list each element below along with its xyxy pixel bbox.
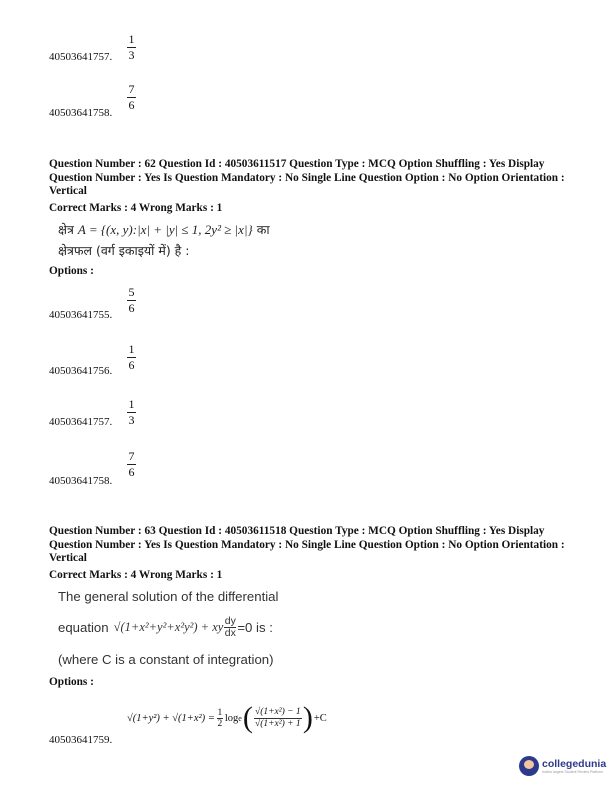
fraction: 7 6 — [128, 449, 135, 479]
fraction: 1 3 — [128, 397, 135, 427]
option-id: 40503641758. — [49, 107, 113, 119]
fraction: 5 6 — [128, 285, 135, 315]
question-meta: Question Number : 63 Question Id : 40503611518 Question Type : MCQ Option Shuffling : Yes Display Question Number : Yes Is Question Mandatory : No Single Line Question Option : No Option Orientation : Vertical — [49, 525, 565, 564]
fraction: 1 3 — [128, 32, 135, 62]
fraction: √(1+x²) − 1 √(1+x²) + 1 — [255, 706, 301, 729]
option-id: 40503641757. — [49, 416, 113, 428]
question-text-line: क्षेत्र A = {(x, y):|x| + |y| ≤ 1, 2y² ≥ |x|} का — [58, 222, 270, 237]
option-id: 40503641755. — [49, 309, 113, 321]
option-formula: √(1+y²) + √(1+x²) = 1 2 log e ( √(1+x²) − 1 √(1+x²) + 1 ) +C — [127, 701, 327, 734]
fraction: dy dx — [224, 614, 236, 639]
question-meta: Question Number : 62 Question Id : 40503611517 Question Type : MCQ Option Shuffling : Yes Display Question Number : Yes Is Question Mandatory : No Single Line Question Option : No Option Orientation : Vertical — [49, 158, 565, 197]
logo-mascot-icon — [519, 756, 539, 776]
question-text-line: क्षेत्रफल (वर्ग इकाइयों में) है : — [58, 243, 190, 258]
marks-info: Correct Marks : 4 Wrong Marks : 1 — [49, 202, 223, 214]
fraction: 1 2 — [217, 707, 223, 729]
option-id: 40503641757. — [49, 51, 113, 63]
question-text-line: (where C is a constant of integration) — [58, 652, 274, 667]
collegedunia-logo: collegedunia India's largest Student Review Platform — [519, 756, 606, 776]
options-label: Options : — [49, 265, 94, 277]
options-label: Options : — [49, 676, 94, 688]
option-id: 40503641758. — [49, 475, 113, 487]
fraction: 7 6 — [128, 82, 135, 112]
question-text-line: The general solution of the differential — [58, 589, 279, 604]
marks-info: Correct Marks : 4 Wrong Marks : 1 — [49, 569, 223, 581]
option-id: 40503641756. — [49, 365, 113, 377]
fraction: 1 6 — [128, 342, 135, 372]
question-text-line: equation √(1+x²+y²+x²y²) + xy dy dx =0 is : — [58, 614, 273, 639]
option-id: 40503641759. — [49, 734, 113, 746]
